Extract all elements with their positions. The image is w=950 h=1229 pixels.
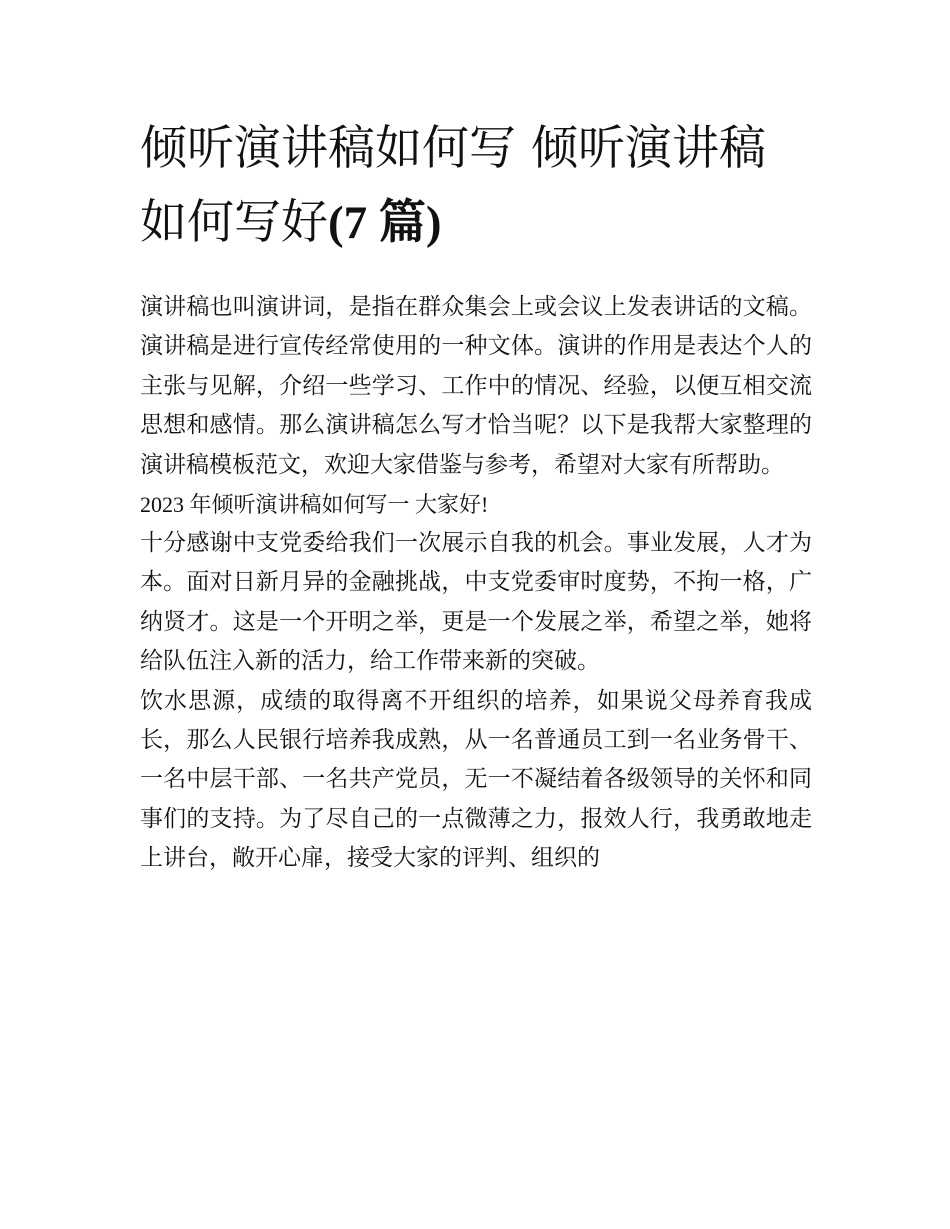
title-count: (7 篇)	[328, 197, 442, 249]
document-page	[140, 112, 812, 879]
body-paragraph: 十分感谢中支党委给我们一次展示自我的机会。事业发展，人才为本。面对日新月异的金融挑战，中支党委审时度势，不拘一格，广纳贤才。这是一个开明之举，更是一个发展之举，希望之举，她将给队伍注入新的活力，给工作带来新的突破。	[140, 530, 812, 675]
title-text: 倾听演讲稿如何写 倾听演讲稿如何写好	[140, 121, 766, 250]
document-title	[140, 112, 812, 260]
section-heading: 2023 年倾听演讲稿如何写一 大家好!	[140, 492, 489, 518]
body-paragraph: 饮水思源，成绩的取得离不开组织的培养，如果说父母养育我成长，那么人民银行培养我成熟，从一名普通员工到一名业务骨干、一名中层干部、一名共产党员，无一不凝结着各级领导的关怀和同事们的支持。为了尽自己的一点微薄之力，报效人行，我勇敢地走上讲台，敞开心扉，接受大家的评判、组织的	[140, 687, 812, 872]
intro-paragraph: 演讲稿也叫演讲词，是指在群众集会上或会议上发表讲话的文稿。演讲稿是进行宣传经常使用的一种文体。演讲的作用是表达个人的主张与见解，介绍一些学习、工作中的情况、经验，以便互相交流思想和感情。那么演讲稿怎么写才恰当呢？以下是我帮大家整理的演讲稿模板范文，欢迎大家借鉴与参考，希望对大家有所帮助。	[140, 294, 812, 478]
